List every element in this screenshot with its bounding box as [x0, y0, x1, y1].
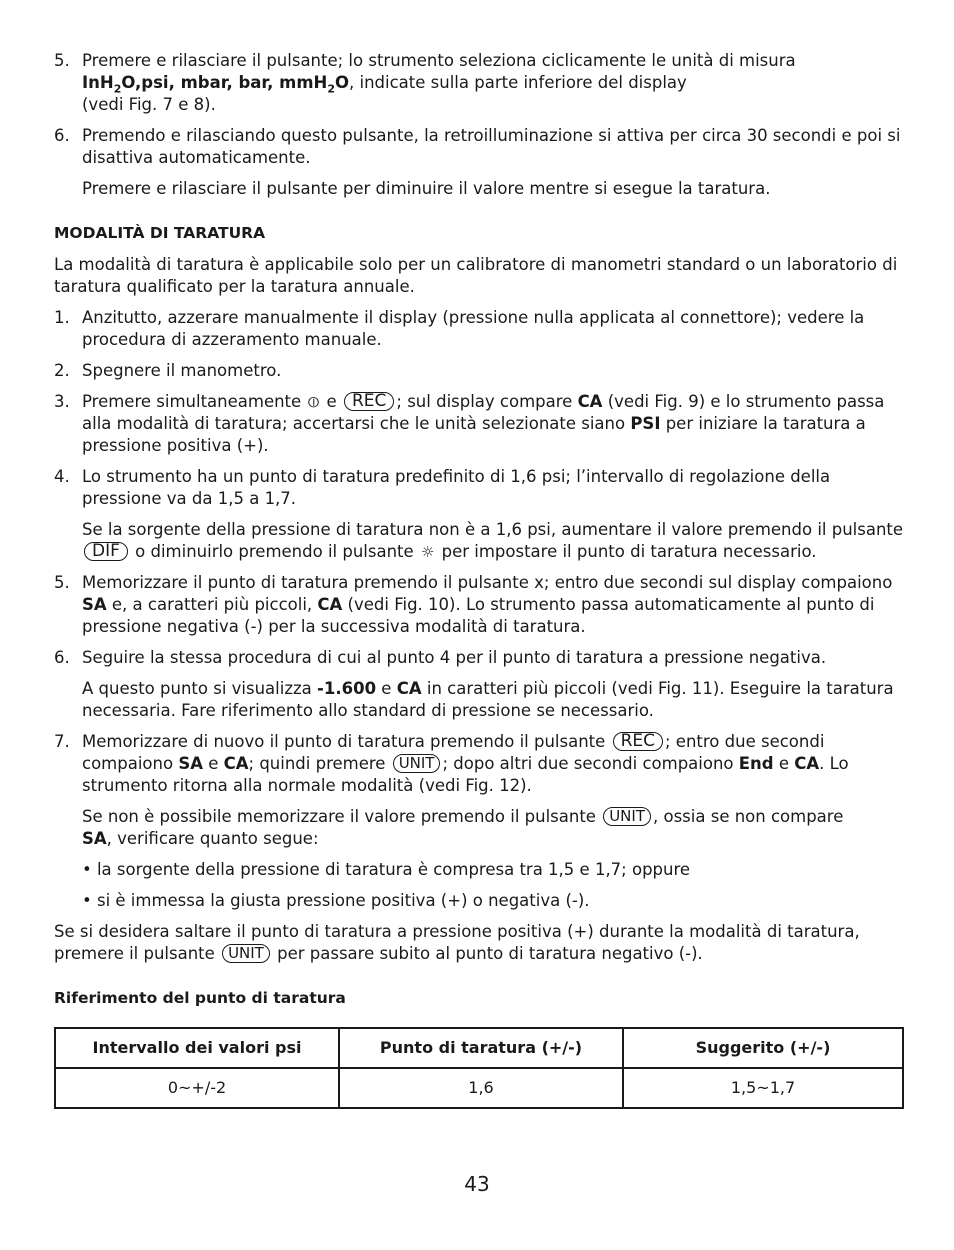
list-number: 7.: [54, 732, 70, 751]
text-span: (vedi Fig. 10). Lo strumento passa automaticamente al punto di pressione negativa (-) per la successiva modalità di taratura.: [82, 595, 875, 636]
text-span: Memorizzare di nuovo il punto di taratura premendo il pulsante: [82, 732, 611, 751]
rec-button-icon: REC: [344, 392, 394, 411]
unit-inh2o: InH: [82, 73, 114, 92]
list-number: 6.: [54, 648, 70, 667]
dif-button-icon: DIF: [84, 542, 128, 561]
page-number: 43: [464, 1172, 490, 1196]
list-number: 5.: [54, 573, 70, 592]
list-text: [82, 647, 904, 722]
paragraph: [82, 731, 904, 797]
list-text: Spegnere il manometro.: [82, 361, 282, 380]
table-header: Suggerito (+/-): [623, 1028, 903, 1068]
backlight-sun-icon: ☼: [420, 543, 435, 561]
step-1: [54, 307, 904, 351]
table-row: [55, 1068, 903, 1108]
paragraph: Seguire la stessa procedura di cui al punto 4 per il punto di taratura a pressione negativa.: [82, 648, 827, 667]
table-header-row: [55, 1028, 903, 1068]
text-span: ; quindi premere: [248, 754, 391, 773]
subscript: 2: [327, 82, 335, 96]
list-number: 6.: [54, 126, 70, 145]
text-span: e: [202, 754, 224, 773]
step-6: [54, 647, 904, 722]
text-span: in caratteri più piccoli (vedi Fig. 11). Eseguire la taratura necessaria. Fare riferimento allo standard di pressione se necessario.: [82, 679, 894, 720]
text-span: Memorizzare il punto di taratura premendo il pulsante x; entro due secondi sul display compaiono: [82, 573, 893, 592]
text-span: Se la sorgente della pressione di taratura non è a 1,6 psi, aumentare il valore premendo il pulsante: [82, 520, 904, 539]
step-3: [54, 391, 904, 457]
list-text: [82, 125, 904, 200]
list-number: 2.: [54, 361, 70, 380]
list-number: 4.: [54, 467, 70, 486]
calibration-reference-table: [54, 1027, 904, 1109]
paragraph: [82, 678, 904, 722]
list-text: [82, 50, 904, 116]
table-header: Punto di taratura (+/-): [339, 1028, 623, 1068]
unit-button-icon: UNIT: [603, 807, 651, 826]
text-span: o diminuirlo premendo il pulsante: [129, 542, 419, 561]
code-psi: PSI: [630, 414, 661, 433]
list-text: [82, 731, 904, 912]
text-span: Premere e rilasciare il pulsante; lo strumento seleziona ciclicamente le unità di misura: [82, 51, 796, 70]
text-span: per passare subito al punto di taratura negativo (-).: [271, 944, 703, 963]
step-4: [54, 466, 904, 563]
list-number: 3.: [54, 392, 70, 411]
code-ca: CA: [317, 595, 343, 614]
rec-button-icon: REC: [613, 732, 663, 751]
text-span: e: [321, 392, 342, 411]
unit-list: O,psi, mbar, bar, mmH: [121, 73, 328, 92]
text-span: (vedi Fig. 7 e 8).: [82, 95, 216, 114]
code-ca: CA: [577, 392, 603, 411]
text-span: . Lo strumento ritorna alla normale modalità (vedi Fig. 12).: [82, 754, 849, 795]
code-ca: CA: [396, 679, 422, 698]
text-span: e: [773, 754, 795, 773]
code-sa: SA: [82, 595, 107, 614]
unit-button-icon: UNIT: [393, 754, 441, 773]
unit-o: O: [334, 73, 350, 92]
text-span: A questo punto si visualizza: [82, 679, 318, 698]
code-ca: CA: [794, 754, 820, 773]
paragraph: [82, 519, 904, 563]
text-span: ; sul display compare: [396, 392, 578, 411]
table-cell: 1,5~1,7: [623, 1068, 903, 1108]
text-span: Se si desidera saltare il punto di taratura a pressione positiva (+) durante la modalità di taratura, premere il pulsante: [54, 922, 860, 963]
list-text: Anzitutto, azzerare manualmente il display (pressione nulla applicata al connettore); vedere la procedura di azzeramento manuale.: [82, 308, 865, 349]
step-2: [54, 360, 904, 382]
text-span: , indicate sulla parte inferiore del display: [349, 73, 687, 92]
text-span: Premere simultaneamente: [82, 392, 307, 411]
table-cell: 1,6: [339, 1068, 623, 1108]
text-span: (vedi Fig. 9) e lo strumento passa alla modalità di taratura; accertarsi che le unità selezionate siano: [82, 392, 885, 433]
text-span: ; entro due secondi compaiono: [82, 732, 825, 773]
paragraph: [82, 806, 904, 850]
code-sa: SA: [82, 829, 107, 848]
step-5: [54, 572, 904, 638]
text-span: , ossia se non compare: [653, 807, 844, 826]
step-7: [54, 731, 904, 912]
code-ca: CA: [223, 754, 249, 773]
paragraph: Premere e rilasciare il pulsante per diminuire il valore mentre si esegue la taratura.: [82, 179, 771, 198]
bullet-item: • la sorgente della pressione di taratura è compresa tra 1,5 e 1,7; oppure: [82, 860, 691, 879]
section-heading-reference: Riferimento del punto di taratura: [54, 989, 346, 1007]
list-text: [82, 572, 904, 638]
paragraph: Lo strumento ha un punto di taratura predefinito di 1,6 psi; l’intervallo di regolazione della pressione va da 1,5 a 1,7.: [82, 467, 831, 508]
power-icon: ⦶: [308, 393, 320, 411]
page-content: [54, 50, 904, 1109]
text-span: per iniziare la taratura a pressione positiva (+).: [82, 414, 866, 455]
unit-button-icon: UNIT: [222, 944, 270, 963]
code-sa: SA: [178, 754, 203, 773]
paragraph: Premendo e rilasciando questo pulsante, la retroilluminazione si attiva per circa 30 secondi e poi si disattiva automaticamente.: [82, 126, 901, 167]
bullet-item: • si è immessa la giusta pressione positiva (+) o negativa (-).: [82, 891, 590, 910]
text-span: ; dopo altri due secondi compaiono: [442, 754, 739, 773]
table-header: Intervallo dei valori psi: [55, 1028, 339, 1068]
subscript: 2: [113, 82, 122, 96]
list-number: 1.: [54, 308, 70, 327]
list-text: [82, 466, 904, 563]
section-heading-calibration: MODALITÀ DI TARATURA: [54, 224, 266, 242]
calibration-intro: La modalità di taratura è applicabile solo per un calibratore di manometri standard o un laboratorio di taratura qualificato per la taratura annuale.: [54, 255, 898, 296]
list-item-6-backlight: [54, 125, 904, 200]
text-span: Se non è possibile memorizzare il valore premendo il pulsante: [82, 807, 602, 826]
table-cell: 0~+/-2: [55, 1068, 339, 1108]
list-number: 5.: [54, 51, 70, 70]
text-span: per impostare il punto di taratura necessario.: [436, 542, 817, 561]
text-span: e, a caratteri più piccoli,: [106, 595, 318, 614]
skip-positive-paragraph: [54, 921, 904, 965]
list-item-5-units: [54, 50, 904, 116]
list-text: [82, 391, 904, 457]
code-end: End: [738, 754, 774, 773]
text-span: e: [376, 679, 397, 698]
text-span: , verificare quanto segue:: [106, 829, 319, 848]
code-value: -1.600: [317, 679, 377, 698]
